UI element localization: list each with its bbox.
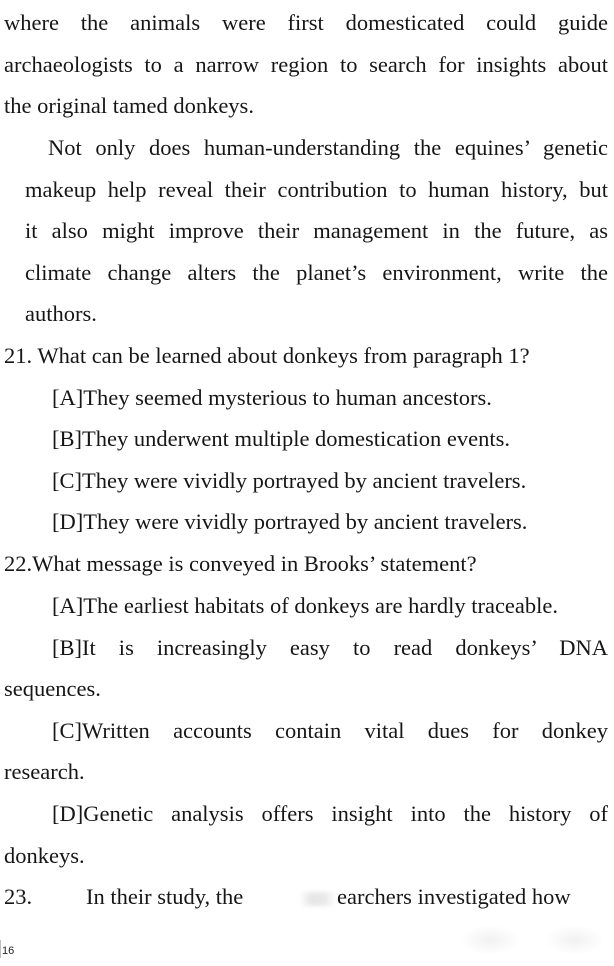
paragraph-line: archaeologists to a narrow region to search for insights about	[4, 52, 608, 77]
scan-smudge	[545, 925, 605, 955]
paragraph-line: authors.	[25, 301, 97, 326]
question-23-text-end: earchers investigated how	[337, 884, 571, 909]
q21-option-b: [B]They underwent multiple domestication events.	[52, 426, 511, 451]
paragraph-line: Not only does human-understanding the equines’ genetic	[48, 135, 608, 160]
paragraph-line: the original tamed donkeys.	[4, 93, 254, 118]
scan-smudge	[460, 925, 520, 955]
paragraph-line: climate change alters the planet’s environment, write the	[25, 260, 608, 285]
redaction-blur	[300, 883, 336, 911]
page-number: 16	[2, 945, 15, 957]
q21-option-d: [D]They were vividly portrayed by ancient travelers.	[52, 509, 528, 534]
paragraph-line: where the animals were first domesticated could guide	[4, 10, 608, 35]
q22-option-d-cont: donkeys.	[4, 843, 85, 868]
question-22: 22.What message is conveyed in Brooks’ statement?	[4, 551, 477, 576]
paragraph-line: it also might improve their management in the future, as	[25, 218, 608, 243]
q22-option-b-cont: sequences.	[4, 676, 101, 701]
question-23-text-start: In their study, the	[86, 884, 244, 909]
q22-option-d: [D]Genetic analysis offers insight into the history of	[52, 801, 608, 826]
paragraph-line: makeup help reveal their contribution to human history, but	[25, 177, 608, 202]
question-23-number: 23.	[4, 884, 33, 909]
q21-option-c: [C]They were vividly portrayed by ancient travelers.	[52, 468, 527, 493]
q22-option-a: [A]The earliest habitats of donkeys are hardly traceable.	[52, 593, 559, 618]
q21-option-a: [A]They seemed mysterious to human ancestors.	[52, 385, 492, 410]
page-edge-mark	[0, 940, 1, 958]
q22-option-b: [B]It is increasingly easy to read donkeys’ DNA	[52, 635, 608, 660]
q22-option-c: [C]Written accounts contain vital dues for donkey	[52, 718, 608, 743]
question-21: 21. What can be learned about donkeys from paragraph 1?	[4, 343, 530, 368]
q22-option-c-cont: research.	[4, 759, 85, 784]
